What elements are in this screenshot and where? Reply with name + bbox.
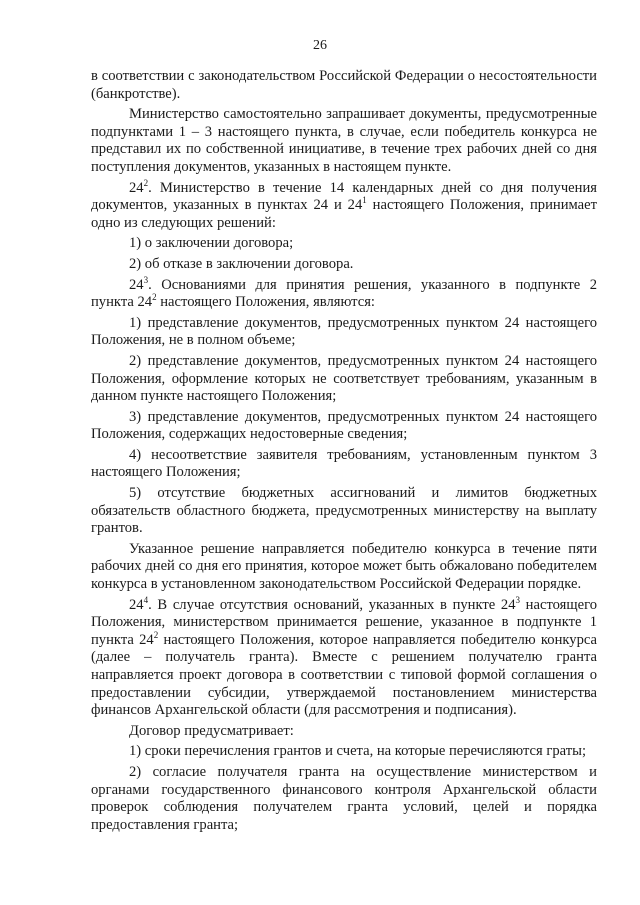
- paragraph: 2) представление документов, предусмотренных пунктом 24 настоящего Положения, оформление которых не соответствует требованиям, указанным в данном пункте настоящего Положения;: [91, 352, 597, 405]
- paragraph: в соответствии с законодательством Российской Федерации о несостоятельности (банкротстве).: [91, 68, 597, 102]
- paragraph: 1) о заключении договора;: [129, 235, 294, 252]
- superscript: 1: [362, 195, 367, 206]
- document-body: [91, 68, 597, 834]
- paragraph: Министерство самостоятельно запрашивает документы, предусмотренные подпунктами 1 – 3 настоящего пункта, в случае, если победитель конкурса не представил их по собственной инициативе, в течение трех рабочих дней со дня поступления документов, указанных в настоящем пункте.: [91, 106, 597, 175]
- paragraph: 4) несоответствие заявителя требованиям, установленным пунктом 3 настоящего Положения;: [91, 446, 597, 481]
- paragraph: 3) представление документов, предусмотренных пунктом 24 настоящего Положения, содержащих недостоверные сведения;: [91, 408, 597, 443]
- paragraph: Указанное решение направляется победителю конкурса в течение пяти рабочих дней со дня его принятия, которое может быть обжаловано победителем конкурса в установленном законодательством Российской Федерации порядке.: [91, 540, 597, 593]
- superscript: 3: [515, 594, 521, 605]
- page-number: 26: [313, 38, 327, 53]
- paragraph: 2) согласие получателя гранта на осуществление министерством и органами государственного финансового контроля Архангельской области проверок соблюдения получателем гранта условий, целей и порядка предоставления гранта;: [91, 763, 597, 833]
- paragraph: Договор предусматривает:: [129, 722, 294, 739]
- paragraph: $24^4$. В случае отсутствия оснований, указанных в пункте $24^3$ настоящего Положения, министерством принимается решение, указанное в подпункте 1 пункта $24^2$ настоящего Положения, которое направляется победителю конкурса (далее – получатель гранта). Вместе с решением получателю гранта направляется проект договора в соответствии с типовой формой соглашения о предоставлении субсидии, утверждаемой постановлением министерства финансов Архангельской области (для рассмотрения и подписания).: [91, 594, 598, 719]
- paragraph: 1) сроки перечисления грантов и счета, на которые перечисляются граты;: [129, 743, 587, 760]
- superscript: 3: [143, 274, 149, 285]
- paragraph: 2) об отказе в заключении договора.: [129, 255, 354, 272]
- paragraph: $24^2$. Министерство в течение 14 календарных дней со дня получения документов, указанных в пунктах 24 и $24^1$ настоящего Положения, принимает одно из следующих решений:: [91, 177, 597, 231]
- paragraph: 1) представление документов, предусмотренных пунктом 24 настоящего Положения, не в полном объеме;: [91, 314, 597, 349]
- superscript: 2: [153, 629, 159, 640]
- superscript: 4: [143, 594, 149, 605]
- superscript: 2: [152, 292, 157, 303]
- paragraph: $24^3$. Основаниями для принятия решения, указанного в подпункте 2 пункта $24^2$ настоящего Положения, являются:: [91, 274, 597, 311]
- superscript: 2: [143, 177, 149, 188]
- paragraph: 5) отсутствие бюджетных ассигнований и лимитов бюджетных обязательств областного бюджета, предусмотренных министерству на выплату грантов.: [91, 485, 597, 537]
